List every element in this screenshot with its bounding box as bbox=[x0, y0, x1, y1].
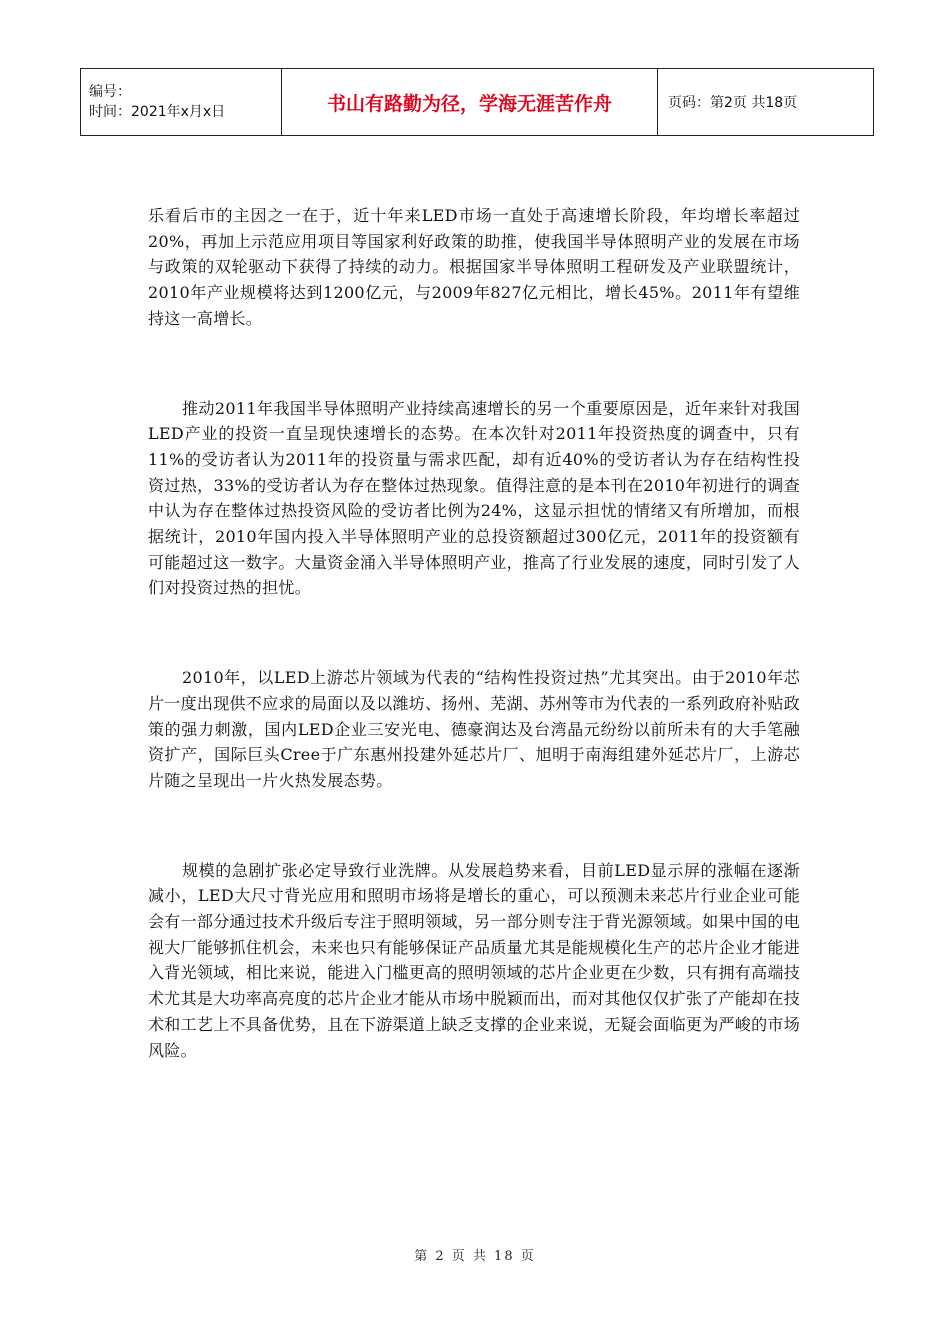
page-footer: 第 2 页 共 18 页 bbox=[414, 1249, 536, 1264]
paragraph-spacer bbox=[148, 794, 800, 858]
number-label: 编号： bbox=[89, 84, 131, 100]
date-label: 时间：2021年x月x日 bbox=[89, 104, 226, 120]
paragraph-spacer bbox=[148, 332, 800, 396]
motto-text: 书山有路勤为径，学海无涯苦作舟 bbox=[326, 92, 612, 115]
document-header bbox=[80, 68, 874, 136]
document-body bbox=[148, 203, 800, 1063]
paragraph-2: 推动2011年我国半导体照明产业持续高速增长的另一个重要原因是，近年来针对我国LED产业的投资一直呈现快速增长的态势。在本次针对2011年投资热度的调查中，只有11%的受访者认为2011年的投资量与需求匹配，却有近40%的受访者认为存在结构性投资过热，33%的受访者认为存在整体过热现象。值得注意的是本刊在2010年初进行的调查中认为存在整体过热投资风险的受访者比例为24%，这显示担忧的情绪又有所增加，而根据统计，2010年国内投入半导体照明产业的总投资额超过300亿元，2011年的投资额有可能超过这一数字。大量资金涌入半导体照明产业，推高了行业发展的速度，同时引发了人们对投资过热的担忧。 bbox=[148, 398, 801, 598]
header-meta-cell bbox=[81, 69, 282, 136]
page-number-label: 页码：第2页 共18页 bbox=[668, 95, 798, 111]
header-page-cell bbox=[658, 69, 874, 136]
paragraph-spacer bbox=[148, 601, 800, 665]
paragraph-1: 乐看后市的主因之一在于，近十年来LED市场一直处于高速增长阶段，年均增长率超过20%，再加上示范应用项目等国家利好政策的助推，使我国半导体照明产业的发展在市场与政策的双轮驱动下获得了持续的动力。根据国家半导体照明工程研发及产业联盟统计，2010年产业规模将达到1200亿元，与2009年827亿元相比，增长45%。2011年有望维持这一高增长。 bbox=[148, 206, 800, 328]
paragraph-4: 规模的急剧扩张必定导致行业洗牌。从发展趋势来看，目前LED显示屏的涨幅在逐渐减小，LED大尺寸背光应用和照明市场将是增长的重心，可以预测未来芯片行业企业可能会有一部分通过技术升级后专注于照明领域，另一部分则专注于背光源领域。如果中国的电视大厂能够抓住机会，未来也只有能够保证产品质量尤其是能规模化生产的芯片企业才能进入背光领域，相比来说，能进入门槛更高的照明领域的芯片企业更在少数，只有拥有高端技术尤其是大功率高亮度的芯片企业才能从市场中脱颖而出，而对其他仅仅扩张了产能却在技术和工艺上不具备优势，且在下游渠道上缺乏支撑的企业来说，无疑会面临更为严峻的市场风险。 bbox=[148, 860, 801, 1060]
header-motto-cell bbox=[282, 69, 658, 136]
paragraph-3: 2010年，以LED上游芯片领域为代表的“结构性投资过热”尤其突出。由于2010年芯片一度出现供不应求的局面以及以潍坊、扬州、芜湖、苏州等市为代表的一系列政府补贴政策的强力刺激，国内LED企业三安光电、德豪润达及台湾晶元纷纷以前所未有的大手笔融资扩产，国际巨头Cree于广东惠州投建外延芯片厂、旭明于南海组建外延芯片厂，上游芯片随之呈现出一片火热发展态势。 bbox=[148, 668, 801, 790]
